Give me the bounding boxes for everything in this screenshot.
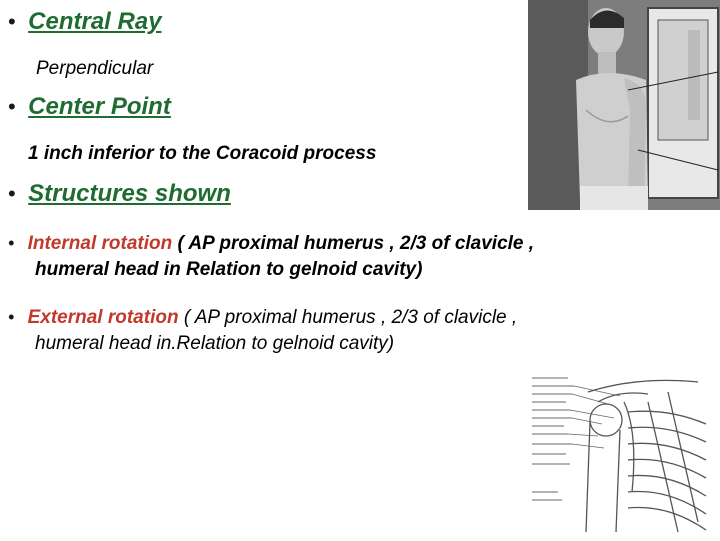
shoulder-anatomy-diagram xyxy=(528,372,712,536)
internal-rotation-text-line1: ( AP proximal humerus , 2/3 of clavicle , xyxy=(172,233,535,254)
heading-center-point: Center Point xyxy=(28,93,171,120)
bullet-dot: • xyxy=(8,181,16,206)
patient-photo-illustration xyxy=(528,0,720,210)
external-rotation-item xyxy=(8,304,698,357)
heading-structures-shown: Structures shown xyxy=(28,180,231,207)
external-rotation-text-line1: ( AP proximal humerus , 2/3 of clavicle , xyxy=(178,307,518,328)
detail-center-point: 1 inch inferior to the Coracoid process xyxy=(28,143,377,164)
external-rotation-label: External rotation xyxy=(27,307,179,328)
internal-rotation-item xyxy=(8,230,698,283)
bullet-dot: • xyxy=(8,9,16,34)
bullet-center-point xyxy=(8,93,171,121)
bullet-dot: • xyxy=(8,233,15,253)
heading-central-ray: Central Ray xyxy=(28,8,162,35)
bullet-structures-shown xyxy=(8,180,231,208)
anatomy-line-drawing xyxy=(528,372,712,536)
patient-positioning-photo xyxy=(528,0,720,210)
bullet-central-ray xyxy=(8,8,162,36)
detail-central-ray: Perpendicular xyxy=(36,58,154,79)
internal-rotation-label: Internal rotation xyxy=(27,233,173,254)
internal-rotation-text-line2: humeral head in Relation to gelnoid cavity) xyxy=(35,259,423,280)
bullet-dot: • xyxy=(8,94,16,119)
external-rotation-text-line2: humeral head in.Relation to gelnoid cavity) xyxy=(35,333,395,354)
bullet-dot: • xyxy=(8,307,15,327)
